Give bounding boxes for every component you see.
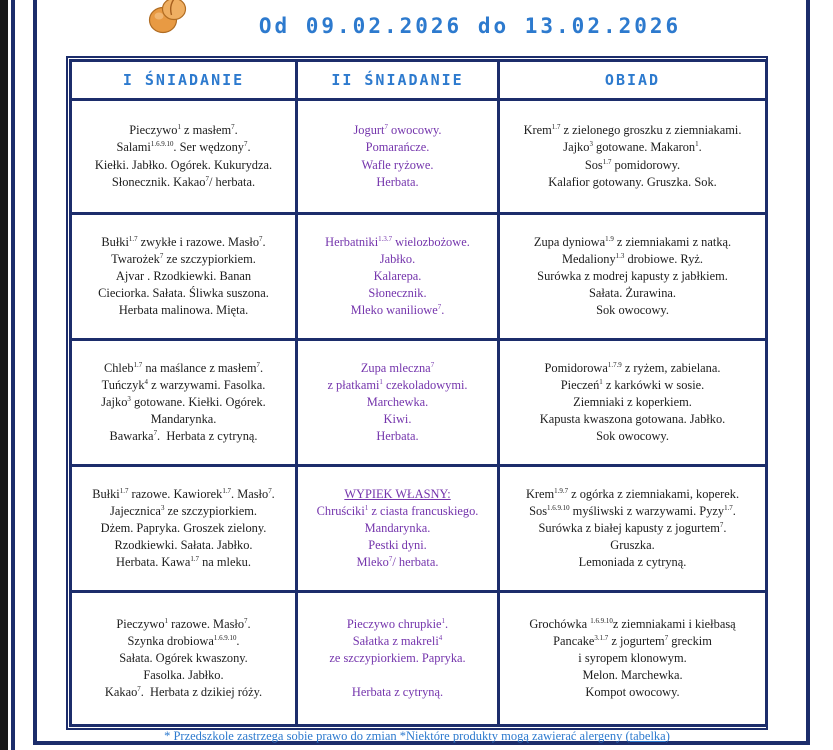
menu-cell bbox=[297, 340, 499, 466]
menu-line: Mandarynka. bbox=[364, 520, 431, 535]
menu-line: i syropem klonowym. bbox=[578, 650, 687, 665]
menu-line: Gruszka. bbox=[610, 538, 655, 553]
menu-line: Mandarynka. bbox=[150, 412, 217, 427]
menu-line: Kompot owocowy. bbox=[585, 685, 680, 700]
menu-line: Herbata. bbox=[376, 429, 419, 444]
menu-cell bbox=[297, 100, 499, 214]
menu-line: Herbata. Kawa$^{1.7}$ na mleku. bbox=[116, 555, 251, 570]
column-header-first-breakfast: I ŚNIADANIE bbox=[71, 61, 297, 100]
menu-cell bbox=[71, 214, 297, 340]
menu-line: Jajko$^3$ gotowane. Makaron$^1$. bbox=[563, 140, 702, 155]
menu-line: Zupa mleczna$^7$ bbox=[360, 360, 435, 375]
menu-table bbox=[66, 56, 768, 730]
menu-line: Szynka drobiowa$^{1.6.9.10}$. bbox=[127, 633, 240, 648]
menu-line: Sok owocowy. bbox=[596, 303, 669, 318]
menu-row bbox=[71, 100, 767, 214]
header-row bbox=[71, 61, 767, 100]
menu-row bbox=[71, 466, 767, 592]
menu-line: Kalafior gotowany. Gruszka. Sok. bbox=[548, 174, 717, 189]
menu-cell bbox=[71, 466, 297, 592]
menu-line: Pieczywo$^1$ razowe. Masło$^7$. bbox=[116, 616, 251, 631]
menu-cell bbox=[499, 592, 767, 726]
menu-line: Rzodkiewki. Sałata. Jabłko. bbox=[114, 538, 253, 553]
menu-line: Sos$^{1.6.9.10}$ myśliwski z warzywami. Pyzy$^{1.7}$. bbox=[529, 503, 736, 518]
menu-line bbox=[301, 486, 494, 503]
menu-line: ze szczypiorkiem. Papryka. bbox=[329, 650, 466, 665]
menu-line: Pancake$^{3.1.7}$ z jogurtem$^7$ greckim bbox=[553, 633, 712, 648]
menu-line: Chruściki$^1$ z ciasta francuskiego. bbox=[316, 503, 479, 518]
menu-line: Medaliony$^{1.3}$ drobiowe. Ryż. bbox=[561, 251, 703, 266]
menu-line: Tuńczyk$^4$ z warzywami. Fasolka. bbox=[101, 377, 266, 392]
menu-line: Zupa dyniowa$^{1.9}$ z ziemniakami z natką. bbox=[533, 234, 732, 249]
menu-line: Ajvar . Rzodkiewki. Banan bbox=[115, 268, 252, 283]
menu-cell bbox=[499, 214, 767, 340]
menu-line: Pomidorowa$^{1.7.9}$ z ryżem, zabielana. bbox=[544, 360, 721, 375]
menu-line: Jogurt$^7$ owocowy. bbox=[353, 123, 442, 138]
menu-cell bbox=[297, 466, 499, 592]
menu-line: Krem$^{1.7}$ z zielonego groszku z ziemniakami. bbox=[523, 123, 742, 138]
menu-line: Bułki$^{1.7}$ razowe. Kawiorek$^{1.7}$. Masło$^7$. bbox=[92, 486, 275, 501]
menu-cell bbox=[499, 100, 767, 214]
menu-line: Pieczywo$^1$ z masłem$^7$. bbox=[129, 123, 238, 138]
menu-row bbox=[71, 214, 767, 340]
menu-line: Dżem. Papryka. Groszek zielony. bbox=[100, 520, 267, 535]
menu-line: Surówka z modrej kapusty z jabłkiem. bbox=[537, 268, 728, 283]
column-header-dinner: OBIAD bbox=[499, 61, 767, 100]
menu-line: Marchewka. bbox=[366, 394, 429, 409]
menu-line: Kalarepa. bbox=[373, 268, 422, 283]
peach-image bbox=[143, 0, 191, 36]
menu-line: Sałatka z makreli$^4$ bbox=[352, 633, 443, 648]
menu-cell bbox=[297, 592, 499, 726]
menu-line: Ziemniaki z koperkiem. bbox=[573, 394, 692, 409]
menu-cell bbox=[297, 214, 499, 340]
menu-line: Sałata. Ogórek kwaszony. bbox=[119, 650, 248, 665]
menu-line: Kiwi. bbox=[383, 412, 412, 427]
menu-line: Jajecznica$^3$ ze szczypiorkiem. bbox=[110, 503, 257, 518]
menu-line: Lemoniada z cytryną. bbox=[578, 555, 687, 570]
footnote: * Przedszkole zastrzega sobie prawo do zmian *Niektóre produkty mogą zawierać alergeny (tabelka) bbox=[164, 729, 670, 743]
menu-line: Słonecznik. Kakao$^7$/ herbata. bbox=[111, 174, 256, 189]
menu-row bbox=[71, 340, 767, 466]
menu-line: Pomarańcze. bbox=[365, 140, 430, 155]
menu-line: Sos$^{1.7}$ pomidorowy. bbox=[584, 157, 681, 172]
menu-line: Herbata malinowa. Mięta. bbox=[118, 303, 249, 318]
menu-line: Twarożek$^7$ ze szczypiorkiem. bbox=[111, 251, 256, 266]
menu-line: Wafle ryżowe. bbox=[361, 157, 434, 172]
menu-line: Pieczywo chrupkie$^1$. bbox=[346, 616, 449, 631]
menu-line: Mleko waniliowe$^7$. bbox=[350, 303, 445, 318]
menu-cell bbox=[499, 340, 767, 466]
menu-cell bbox=[71, 340, 297, 466]
menu-line: Mleko$^7$/ herbata. bbox=[356, 555, 439, 570]
menu-line: Pestki dyni. bbox=[368, 538, 427, 553]
menu-line: Bułki$^{1.7}$ zwykłe i razowe. Masło$^7$. bbox=[101, 234, 266, 249]
menu-line: Cieciorka. Sałata. Śliwka suszona. bbox=[98, 286, 269, 301]
menu-line: Pieczeń$^1$ z karkówki w sosie. bbox=[560, 377, 705, 392]
menu-line: Herbata. bbox=[376, 174, 419, 189]
menu-line: Jajko$^3$ gotowane. Kiełki. Ogórek. bbox=[101, 394, 266, 409]
menu-line: Melon. Marchewka. bbox=[582, 668, 683, 683]
date-range: Od 09.02.2026 do 13.02.2026 bbox=[258, 14, 682, 38]
menu-line: Jabłko. bbox=[379, 251, 416, 266]
menu-line bbox=[301, 667, 494, 684]
menu-line: Herbata z cytryną. bbox=[351, 685, 444, 700]
menu-row bbox=[71, 592, 767, 726]
page-border-outer-line bbox=[11, 0, 15, 750]
menu-cell bbox=[71, 100, 297, 214]
menu-cell bbox=[71, 592, 297, 726]
menu-line: Bawarka$^7$. Herbata z cytryną. bbox=[109, 429, 258, 444]
menu-line: Herbatniki$^{1.3.7}$ wielozbożowe. bbox=[325, 234, 470, 249]
menu-line: Salami$^{1.6.9.10}$. Ser wędzony$^7$. bbox=[116, 140, 251, 155]
menu-line: Kakao$^7$. Herbata z dzikiej róży. bbox=[104, 685, 263, 700]
menu-cell bbox=[499, 466, 767, 592]
underlined-text: tabelka bbox=[629, 729, 666, 743]
menu-line: Krem$^{1.9.7}$ z ogórka z ziemniakami, koperek. bbox=[525, 486, 740, 501]
menu-line: Fasolka. Jabłko. bbox=[143, 668, 224, 683]
menu-line: Surówka z białej kapusty z jogurtem$^7$. bbox=[538, 520, 727, 535]
menu-line: z płatkami$^1$ czekoladowymi. bbox=[327, 377, 468, 392]
menu-line: Sok owocowy. bbox=[596, 429, 669, 444]
menu-line: Grochówka $^{1.6.9.10}$z ziemniakami i kiełbasą bbox=[529, 616, 736, 631]
column-header-second-breakfast: II ŚNIADANIE bbox=[297, 61, 499, 100]
menu-line: Kiełki. Jabłko. Ogórek. Kukurydza. bbox=[94, 157, 273, 172]
menu-line: Chleb$^{1.7}$ na maślance z masłem$^7$. bbox=[103, 360, 264, 375]
underlined-text: WYPIEK WŁASNY: bbox=[344, 486, 451, 501]
menu-line: Kapusta kwaszona gotowana. Jabłko. bbox=[539, 412, 726, 427]
window-edge bbox=[0, 0, 8, 750]
menu-line: Słonecznik. bbox=[368, 286, 427, 301]
menu-line: Sałata. Żurawina. bbox=[588, 286, 677, 301]
